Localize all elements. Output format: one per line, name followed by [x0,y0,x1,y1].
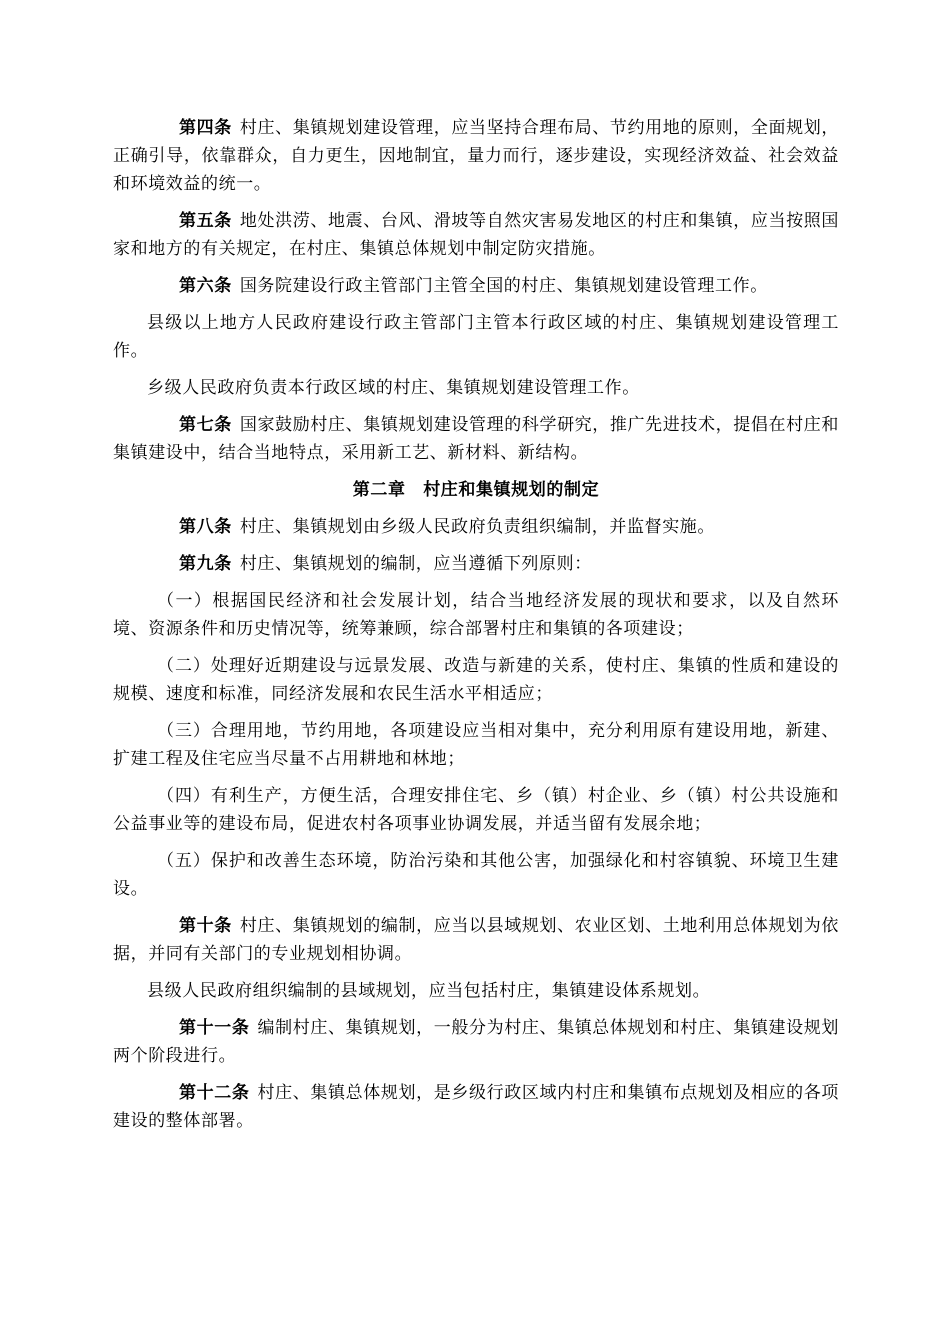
article-4 [113,114,839,198]
document-body [113,114,839,1144]
article-title: 第十条 [179,916,232,936]
article-title: 第十二条 [179,1083,250,1103]
principle-item: （四）有利生产，方便生活，合理安排住宅、乡（镇）村企业、乡（镇）村公共设施和公益事业等的建设布局，促进农村各项事业协调发展，并适当留有发展余地； [113,786,839,834]
article-text: 村庄、集镇规划的编制，应当遵循下列原则： [239,554,592,574]
article-5 [113,207,839,263]
article-text: 编制村庄、集镇规划，一般分为村庄、集镇总体规划和村庄、集镇建设规划两个阶段进行。 [113,1018,839,1066]
article-text: 国家鼓励村庄、集镇规划建设管理的科学研究，推广先进技术，提倡在村庄和集镇建设中，结合当地特点，采用新工艺、新材料、新结构。 [113,415,839,463]
article-text: 村庄、集镇规划由乡级人民政府负责组织编制，并监督实施。 [239,517,716,537]
principle-item: （三）合理用地，节约用地，各项建设应当相对集中，充分利用原有建设用地，新建、扩建工程及住宅应当尽量不占用耕地和林地； [113,721,839,769]
principle-item: （一）根据国民经济和社会发展计划，结合当地经济发展的现状和要求，以及自然环境、资源条件和历史情况等，统筹兼顾，综合部署村庄和集镇的各项建设； [113,591,839,639]
article-title: 第五条 [179,211,232,231]
article-title: 第八条 [179,517,232,537]
article-text: 村庄、集镇总体规划，是乡级行政区域内村庄和集镇布点规划及相应的各项建设的整体部署。 [113,1083,839,1131]
article-6-paragraph-3: 乡级人民政府负责本行政区域的村庄、集镇规划建设管理工作。 [147,378,640,398]
article-text: 村庄、集镇规划的编制，应当以县域规划、农业区划、土地利用总体规划为依据，并同有关部门的专业规划相协调。 [113,916,839,964]
article-title: 第七条 [179,415,232,435]
article-6-paragraph-2: 县级以上地方人民政府建设行政主管部门主管本行政区域的村庄、集镇规划建设管理工作。 [113,313,839,361]
article-title: 第六条 [179,276,232,296]
principle-item: （五）保护和改善生态环境，防治污染和其他公害，加强绿化和村容镇貌、环境卫生建设。 [113,851,839,899]
article-text: 国务院建设行政主管部门主管全国的村庄、集镇规划建设管理工作。 [239,276,768,296]
chapter-heading: 第二章 村庄和集镇规划的制定 [352,480,600,500]
article-6 [113,272,839,300]
article-11 [113,1014,839,1070]
article-10 [113,912,839,968]
article-title: 第十一条 [179,1018,250,1038]
principle-item: （二）处理好近期建设与远景发展、改造与新建的关系，使村庄、集镇的性质和建设的规模、速度和标准，同经济发展和农民生活水平相适应； [113,656,839,704]
article-7 [113,411,839,467]
article-12 [113,1079,839,1135]
article-10-paragraph-2: 县级人民政府组织编制的县域规划，应当包括村庄，集镇建设体系规划。 [147,981,711,1001]
article-8 [113,513,839,541]
article-9 [113,550,839,578]
article-text: 地处洪涝、地震、台风、滑坡等自然灾害易发地区的村庄和集镇，应当按照国家和地方的有关规定，在村庄、集镇总体规划中制定防灾措施。 [113,211,839,259]
article-title: 第九条 [179,554,232,574]
article-title: 第四条 [179,118,232,138]
article-text: 村庄、集镇规划建设管理，应当坚持合理布局、节约用地的原则，全面规划，正确引导，依靠群众，自力更生，因地制宜，量力而行，逐步建设，实现经济效益、社会效益和环境效益的统一。 [113,118,839,194]
